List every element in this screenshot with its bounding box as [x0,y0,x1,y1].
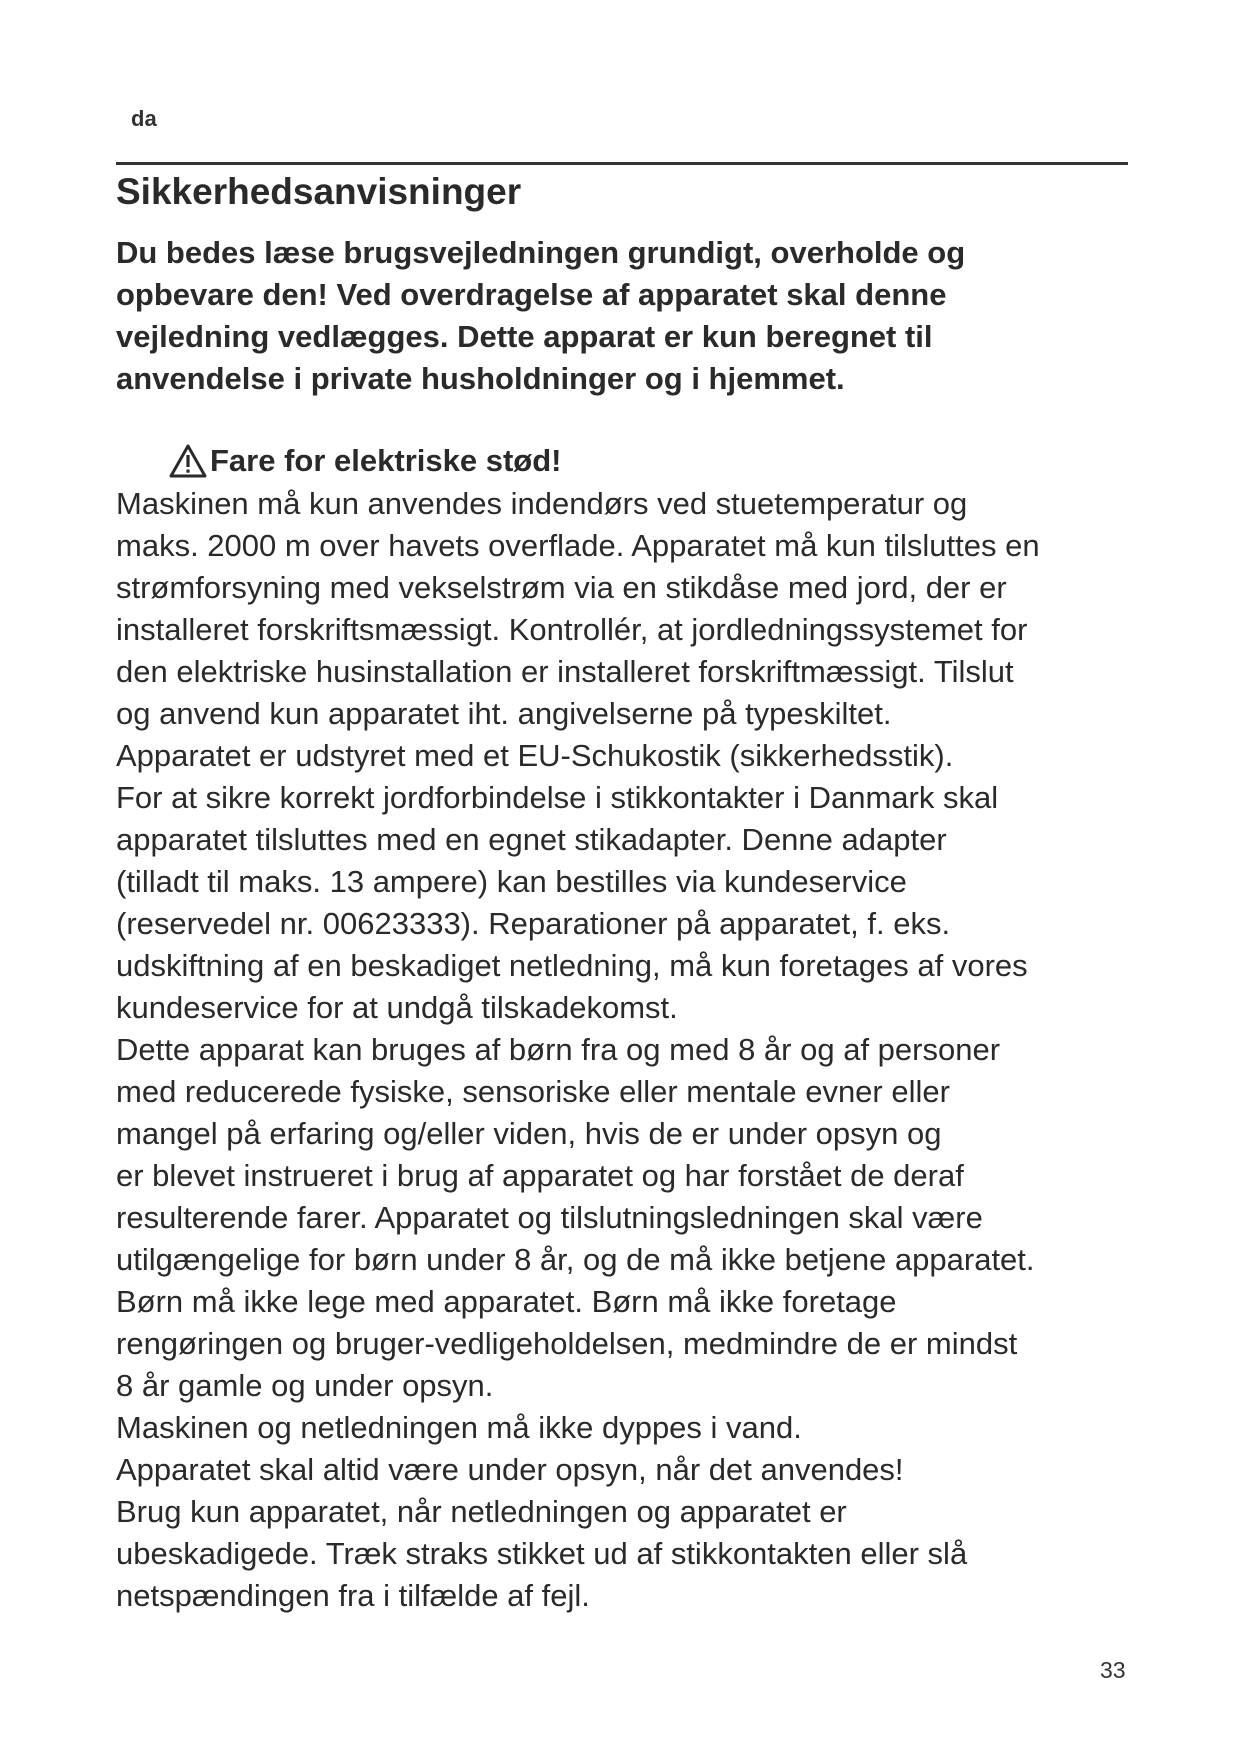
body-line: Maskinen og netledningen må ikke dyppes i vand. [116,1410,802,1445]
body-line: Dette apparat kan bruges af børn fra og med 8 år og af personer [116,1032,1001,1067]
body-line: og anvend kun apparatet iht. angivelserne på typeskiltet. [116,696,892,731]
warning-triangle-icon [168,443,208,479]
body-line: udskiftning af en beskadiget netledning, må kun foretages af vores [116,948,1028,983]
page-number: 33 [1100,1657,1126,1683]
page-title: Sikkerhedsanvisninger [116,171,522,212]
body-line: For at sikre korrekt jordforbindelse i stikkontakter i Danmark skal [116,780,999,815]
intro-line: anvendelse i private husholdninger og i hjemmet. [116,361,845,396]
intro-line: opbevare den! Ved overdragelse af apparatet skal denne [116,277,947,312]
body-line: resulterende farer. Apparatet og tilslutningsledningen skal være [116,1200,983,1235]
warning-heading-text: Fare for elektriske stød! [210,443,562,478]
body-line: Børn må ikke lege med apparatet. Børn må ikke foretage [116,1284,897,1319]
body-line: Brug kun apparatet, når netledningen og apparatet er [116,1494,847,1529]
intro-line: vejledning vedlægges. Dette apparat er kun beregnet til [116,319,933,354]
body-line: installeret forskriftsmæssigt. Kontrollér, at jordledningssystemet for [116,612,1028,647]
body-line: Apparatet er udstyret med et EU-Schukostik (sikkerhedsstik). [116,738,954,773]
body-line: kundeservice for at undgå tilskadekomst. [116,990,678,1025]
body-line: mangel på erfaring og/eller viden, hvis de er under opsyn og [116,1116,942,1151]
body-line: rengøringen og bruger-vedligeholdelsen, medmindre de er mindst [116,1326,1018,1361]
intro-paragraph [116,232,1136,400]
body-line: ubeskadigede. Træk straks stikket ud af stikkontakten eller slå [116,1536,968,1571]
warning-heading [168,440,561,482]
header-divider [116,162,1128,165]
body-line: utilgængelige for børn under 8 år, og de må ikke betjene apparatet. [116,1242,1035,1277]
intro-line: Du bedes læse brugsvejledningen grundigt, overholde og [116,235,966,270]
language-code: da [131,106,157,131]
body-line: er blevet instrueret i brug af apparatet og har forstået de deraf [116,1158,964,1193]
body-line: (tilladt til maks. 13 ampere) kan bestilles via kundeservice [116,864,907,899]
body-line: (reservedel nr. 00623333). Reparationer på apparatet, f. eks. [116,906,951,941]
body-line: apparatet tilsluttes med en egnet stikadapter. Denne adapter [116,822,947,857]
body-line: Apparatet skal altid være under opsyn, når det anvendes! [116,1452,904,1487]
body-line: med reducerede fysiske, sensoriske eller mentale evner eller [116,1074,950,1109]
body-line: strømforsyning med vekselstrøm via en stikdåse med jord, der er [116,570,1007,605]
body-line: netspændingen fra i tilfælde af fejl. [116,1578,590,1613]
body-line: den elektriske husinstallation er installeret forskriftmæssigt. Tilslut [116,654,1014,689]
safety-body-text [116,483,1136,1617]
body-line: 8 år gamle og under opsyn. [116,1368,494,1403]
body-line: Maskinen må kun anvendes indendørs ved stuetemperatur og [116,486,968,521]
body-line: maks. 2000 m over havets overflade. Apparatet må kun tilsluttes en [116,528,1040,563]
